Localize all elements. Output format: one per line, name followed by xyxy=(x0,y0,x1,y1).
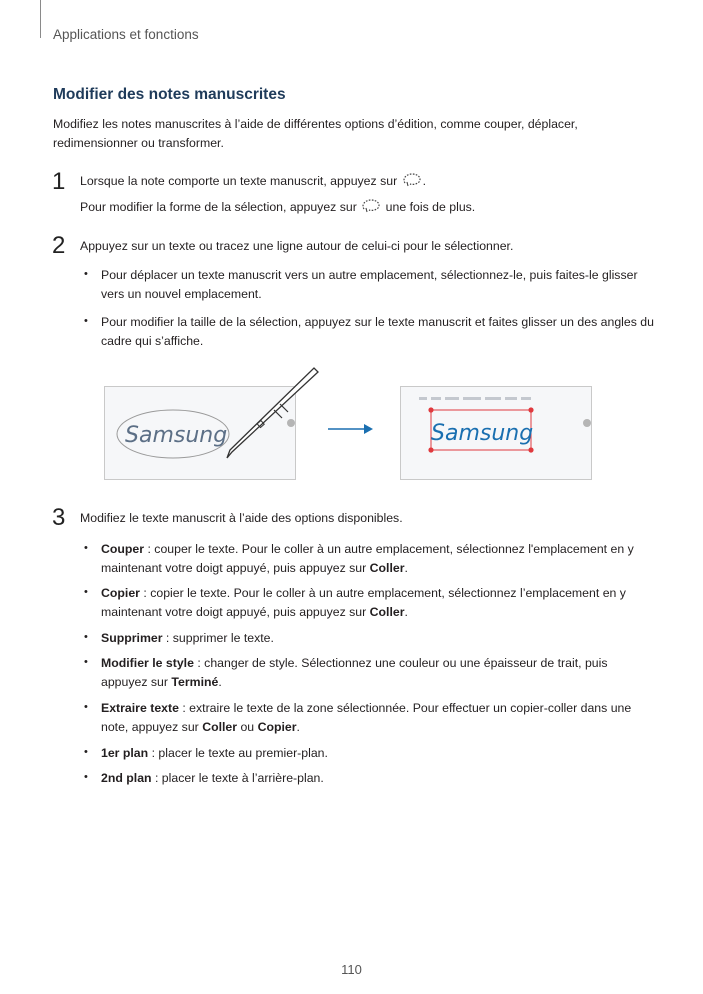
resize-handle xyxy=(428,407,433,412)
list-item xyxy=(84,584,654,622)
step-1-line-2-end: une fois de plus. xyxy=(385,200,476,214)
option-desc: : extraire le texte de la zone sélectionnée. Pour effectuer un copier-coller dans une note, appuyez sur xyxy=(101,701,632,735)
header-rule xyxy=(40,0,41,38)
option-keyword: Terminé xyxy=(171,675,219,690)
option-desc: . xyxy=(218,675,222,690)
bullet-dot: • xyxy=(84,631,88,643)
option-desc: . xyxy=(404,605,408,620)
section-label: Applications et fonctions xyxy=(53,27,199,42)
option-keyword: Coller xyxy=(369,561,405,576)
option-desc: . xyxy=(296,720,300,735)
option-text xyxy=(101,699,654,737)
option-text xyxy=(101,654,654,692)
bullet-text: Pour déplacer un texte manuscrit vers un autre emplacement, sélectionnez-le, puis faites-le glisser vers un nouvel emplacement. xyxy=(101,268,638,302)
toolbar-placeholder xyxy=(419,397,531,400)
s-pen-icon xyxy=(218,366,328,462)
list-item xyxy=(84,540,654,578)
bullet-dot: • xyxy=(84,268,88,280)
option-text xyxy=(101,629,654,648)
samsung-handwriting-before: Samsung xyxy=(125,423,228,448)
lasso-selection-icon xyxy=(360,198,382,214)
arrow-right-icon xyxy=(326,422,376,436)
option-desc: . xyxy=(404,561,408,576)
list-item xyxy=(84,769,654,788)
option-keyword: Copier xyxy=(257,720,297,735)
list-item xyxy=(84,654,654,692)
option-term: Modifier le style xyxy=(101,656,194,670)
page-title: Modifier des notes manuscrites xyxy=(53,86,286,103)
bullet-text: Pour modifier la taille de la sélection, appuyez sur le texte manuscrit et faites glisser un des angles du cadre qui s’affiche. xyxy=(101,315,654,349)
resize-handle xyxy=(428,447,433,452)
option-term: Couper xyxy=(101,542,145,556)
option-text xyxy=(101,584,654,622)
step-1-line-1-text: Lorsque la note comporte un texte manuscrit, appuyez sur xyxy=(80,174,398,188)
step-1-line-1 xyxy=(80,172,660,191)
resize-handle xyxy=(528,407,533,412)
option-desc: : placer le texte au premier-plan. xyxy=(148,746,328,760)
option-desc: ou xyxy=(237,720,258,735)
option-keyword: Coller xyxy=(202,720,238,735)
list-item xyxy=(84,699,654,737)
step-1-line-2-text: Pour modifier la forme de la sélection, appuyez sur xyxy=(80,200,357,214)
option-term: 2nd plan xyxy=(101,771,152,785)
step-2-text: Appuyez sur un texte ou tracez une ligne autour de celui-ci pour le sélectionner. xyxy=(80,239,514,253)
bullet-dot: • xyxy=(84,701,88,713)
list-item xyxy=(84,744,654,763)
option-desc: : placer le texte à l’arrière-plan. xyxy=(151,771,324,785)
step-1-line-2 xyxy=(80,198,660,217)
option-text xyxy=(101,744,654,763)
option-text xyxy=(101,540,654,578)
option-term: Supprimer xyxy=(101,631,163,645)
bullet-dot: • xyxy=(84,586,88,598)
intro-paragraph: Modifiez les notes manuscrites à l’aide de différentes options d’édition, comme couper, déplacer, redimensionner ou transformer. xyxy=(53,117,578,151)
lasso-selection-icon xyxy=(401,172,423,188)
page-number: 110 xyxy=(341,962,362,977)
option-desc: : changer de style. Sélectionnez une couleur ou une épaisseur de trait, puis appuyez sur xyxy=(101,656,608,690)
step-1-number: 1 xyxy=(52,168,66,195)
step-3-text: Modifiez le texte manuscrit à l’aide des options disponibles. xyxy=(80,511,403,525)
bullet-dot: • xyxy=(84,542,88,554)
option-desc: : supprimer le texte. xyxy=(162,631,274,645)
list-item xyxy=(84,266,654,304)
option-keyword: Coller xyxy=(369,605,405,620)
step-3-number: 3 xyxy=(52,504,66,531)
bullet-dot: • xyxy=(84,746,88,758)
option-text xyxy=(101,769,654,788)
bullet-dot: • xyxy=(84,771,88,783)
option-desc: : couper le texte. Pour le coller à un autre emplacement, sélectionnez l'emplacement en y maintenant votre doigt appuyé, puis appuyez sur xyxy=(101,542,634,576)
option-term: Extraire texte xyxy=(101,701,179,715)
bullet-dot: • xyxy=(84,315,88,327)
handwriting-after xyxy=(401,387,591,479)
list-item xyxy=(84,313,654,351)
bullet-dot: • xyxy=(84,656,88,668)
option-desc: : copier le texte. Pour le coller à un autre emplacement, sélectionnez l’emplacement en y maintenant votre doigt appuyé, puis appuyez sur xyxy=(101,586,626,620)
step-2-number: 2 xyxy=(52,232,66,259)
step-1-line-1-end: . xyxy=(422,174,427,188)
samsung-handwriting-after: Samsung xyxy=(431,421,534,446)
resize-handle xyxy=(528,447,533,452)
screen-after xyxy=(400,386,592,480)
list-item xyxy=(84,629,654,648)
option-term: Copier xyxy=(101,586,140,600)
option-term: 1er plan xyxy=(101,746,149,760)
